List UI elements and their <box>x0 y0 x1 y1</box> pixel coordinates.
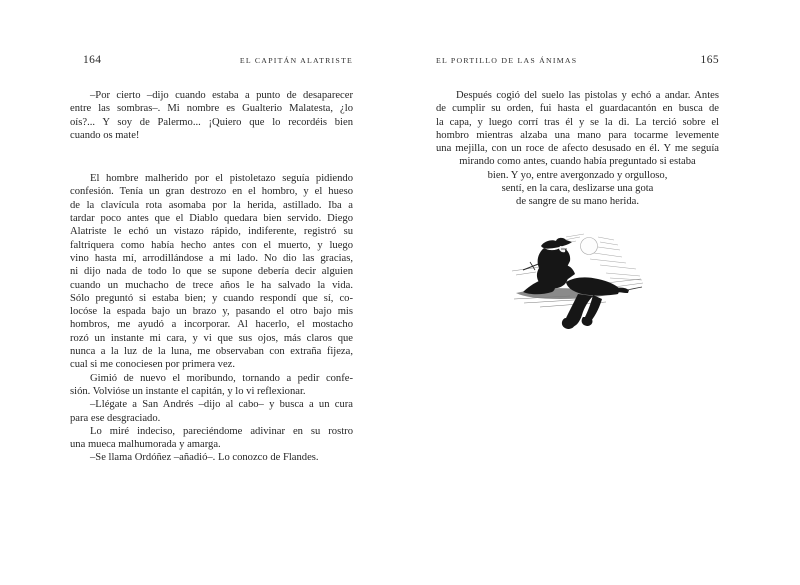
text-line: sión. Volvióse un instante el capitán, y lo vi reflexionar. <box>70 385 306 397</box>
text-line: Alatriste le echó un vistazo rápido, indiferente, registró su <box>70 226 353 238</box>
paragraph <box>436 89 719 155</box>
text-line: –Llégate a San Andrés –dijo al cabo– y busca a un cura <box>90 399 353 411</box>
kneeling-figure <box>523 238 575 294</box>
text-line: mirando como antes, cuando había preguntado si estaba <box>459 156 696 168</box>
paragraph <box>70 372 353 399</box>
text-line: tardar poco antes que el Diablo quedara bien servido. Diego <box>70 213 353 225</box>
text-line: locóse la espada bajo un brazo y, pasando el otro bajo mis <box>70 306 353 318</box>
right-page-header <box>436 54 719 66</box>
sword-line <box>627 287 642 290</box>
text-line: nunca a la luz de la luna, me observaban con extraña fijeza, <box>70 346 353 358</box>
text-line: –Por cierto –dijo cuando estaba a punto de desaparecer <box>90 90 353 101</box>
paragraph <box>70 425 353 452</box>
text-line: la capa, y luego corrí tras él y se la di. La terció sobre el <box>436 116 719 128</box>
text-line: de sangre de su mano herida. <box>516 196 639 208</box>
text-line: confesión. Tenía un gran destrozo en el hombro, y el hueso <box>70 186 353 198</box>
left-page-body <box>70 89 353 465</box>
text-line: vino hasta mí, arrodillándose a mi lado. No dio las gracias, <box>70 252 353 264</box>
text-line: hombros, me ayudó a incorporar. Al hacerlo, el mostacho <box>70 319 353 331</box>
text-line: una mueca malhumorada y amarga. <box>70 439 221 451</box>
running-title-left: EL CAPITÁN ALATRISTE <box>239 56 353 65</box>
page-right <box>400 0 800 585</box>
text-line: oís?... Y soy de Palermo... ¡Quiero que lo recordéis bien <box>70 116 353 128</box>
fallen-figure <box>562 277 629 329</box>
text-line: faltriquera como había hecho antes con el muerto, y luego <box>70 239 353 251</box>
running-title-right: EL PORTILLO DE LAS ÁNIMAS <box>436 56 578 65</box>
text-line: cuando os mate! <box>70 129 140 141</box>
tapered-chapter-ending <box>436 155 719 208</box>
chapter-end-illustration <box>510 233 644 337</box>
left-page-header <box>70 54 353 66</box>
text-line: El hombre malherido por el pistoletazo seguía pidiendo <box>90 173 353 185</box>
text-line: para ese desgraciado. <box>70 412 161 424</box>
text-line: cual si me conociesen por primera vez. <box>70 359 236 371</box>
paragraph <box>70 172 353 371</box>
text-line: Lo miré indeciso, pareciéndome adivinar en su rostro <box>90 425 353 437</box>
boot-shape <box>562 318 575 329</box>
text-line: sentí, en la cara, deslizarse una gota <box>501 183 654 195</box>
page-number-left: 164 <box>83 54 102 66</box>
text-line: de la clavícula rota asomaba por la herida, astillado. Iba a <box>70 199 353 211</box>
text-line: una mejilla, con un roce de afecto desusado en él. Y me seguía <box>436 143 719 155</box>
text-line: ni dijo nada de todo lo que se supone debería decir alguien <box>70 266 353 278</box>
paragraph <box>70 451 353 464</box>
boot2-shape <box>582 317 593 326</box>
paragraph <box>70 398 353 425</box>
text-line: Gimió de nuevo el moribundo, tornando a pedir confe- <box>90 372 353 384</box>
paragraph <box>70 89 353 142</box>
right-page-body <box>436 89 719 209</box>
page-number-right: 165 <box>700 54 719 66</box>
text-line: Sólo preguntó si estaba bien; y cuando respondí que sí, co- <box>70 292 353 304</box>
text-line: de cumplir su orden, fui hasta el guardacantón en busca de <box>436 103 719 115</box>
text-line: bien. Y yo, entre avergonzado y orgulloso, <box>487 169 668 181</box>
text-line: entre las sombras–. Mi nombre es Gualterio Malatesta, ¿lo <box>70 103 353 115</box>
text-line: –Se llama Ordóñez –añadió–. Lo conozco de Flandes. <box>90 452 319 464</box>
text-line: rozó un instante mi cara, y vi que sus ojos, más claros que <box>70 332 353 344</box>
text-line: cuando un muchacho de trece años le ha salvado la vida. <box>70 279 353 291</box>
text-line: hombro mientras alzaba una mano para tocarme levemente <box>436 129 719 141</box>
moon-icon <box>581 238 598 255</box>
text-line: Después cogió del suelo las pistolas y echó a andar. Antes <box>456 90 719 101</box>
